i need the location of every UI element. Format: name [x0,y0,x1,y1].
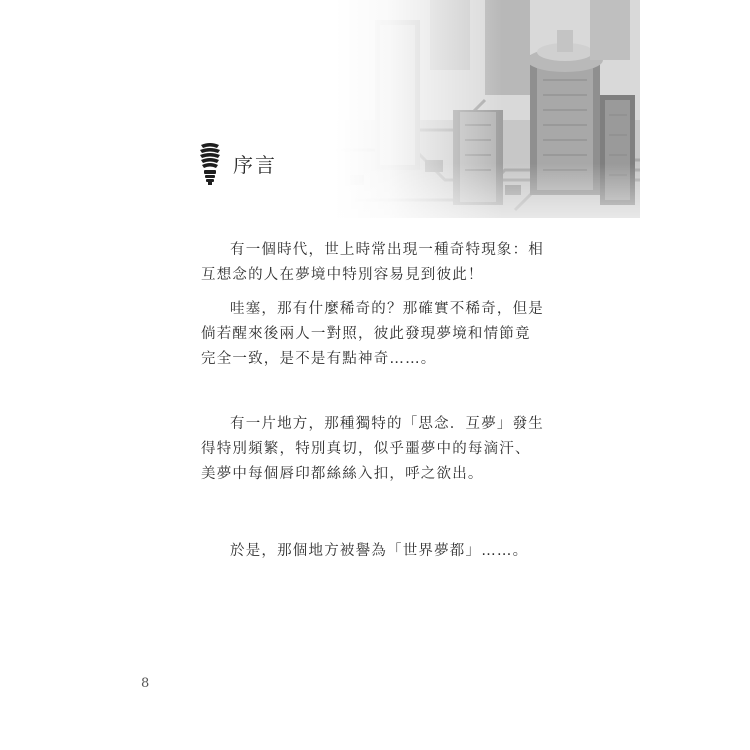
paragraph: 哇塞，那有什麼稀奇的？那確實不稀奇，但是倘若醒來後兩人一對照，彼此發現夢境和情節竟完全一致，是不是有點神奇……。 [201,301,544,367]
section-heading [197,141,277,185]
paragraph: 於是，那個地方被譽為「世界夢都」……。 [230,543,529,559]
paragraph: 有一個時代，世上時常出現一種奇特現象：相互想念的人在夢境中特別容易見到彼此！ [201,242,544,283]
lightbulb-icon [197,141,223,185]
circuit-city-image [335,0,640,218]
section-title: 序言 [233,152,277,177]
page-number: 8 [141,676,150,691]
paragraph: 有一片地方，那種獨特的「思念．互夢」發生得特別頻繁，特別真切，似乎噩夢中的每滴汗、美夢中每個唇印都絲絲入扣，呼之欲出。 [201,416,544,482]
preface-body [201,238,546,564]
